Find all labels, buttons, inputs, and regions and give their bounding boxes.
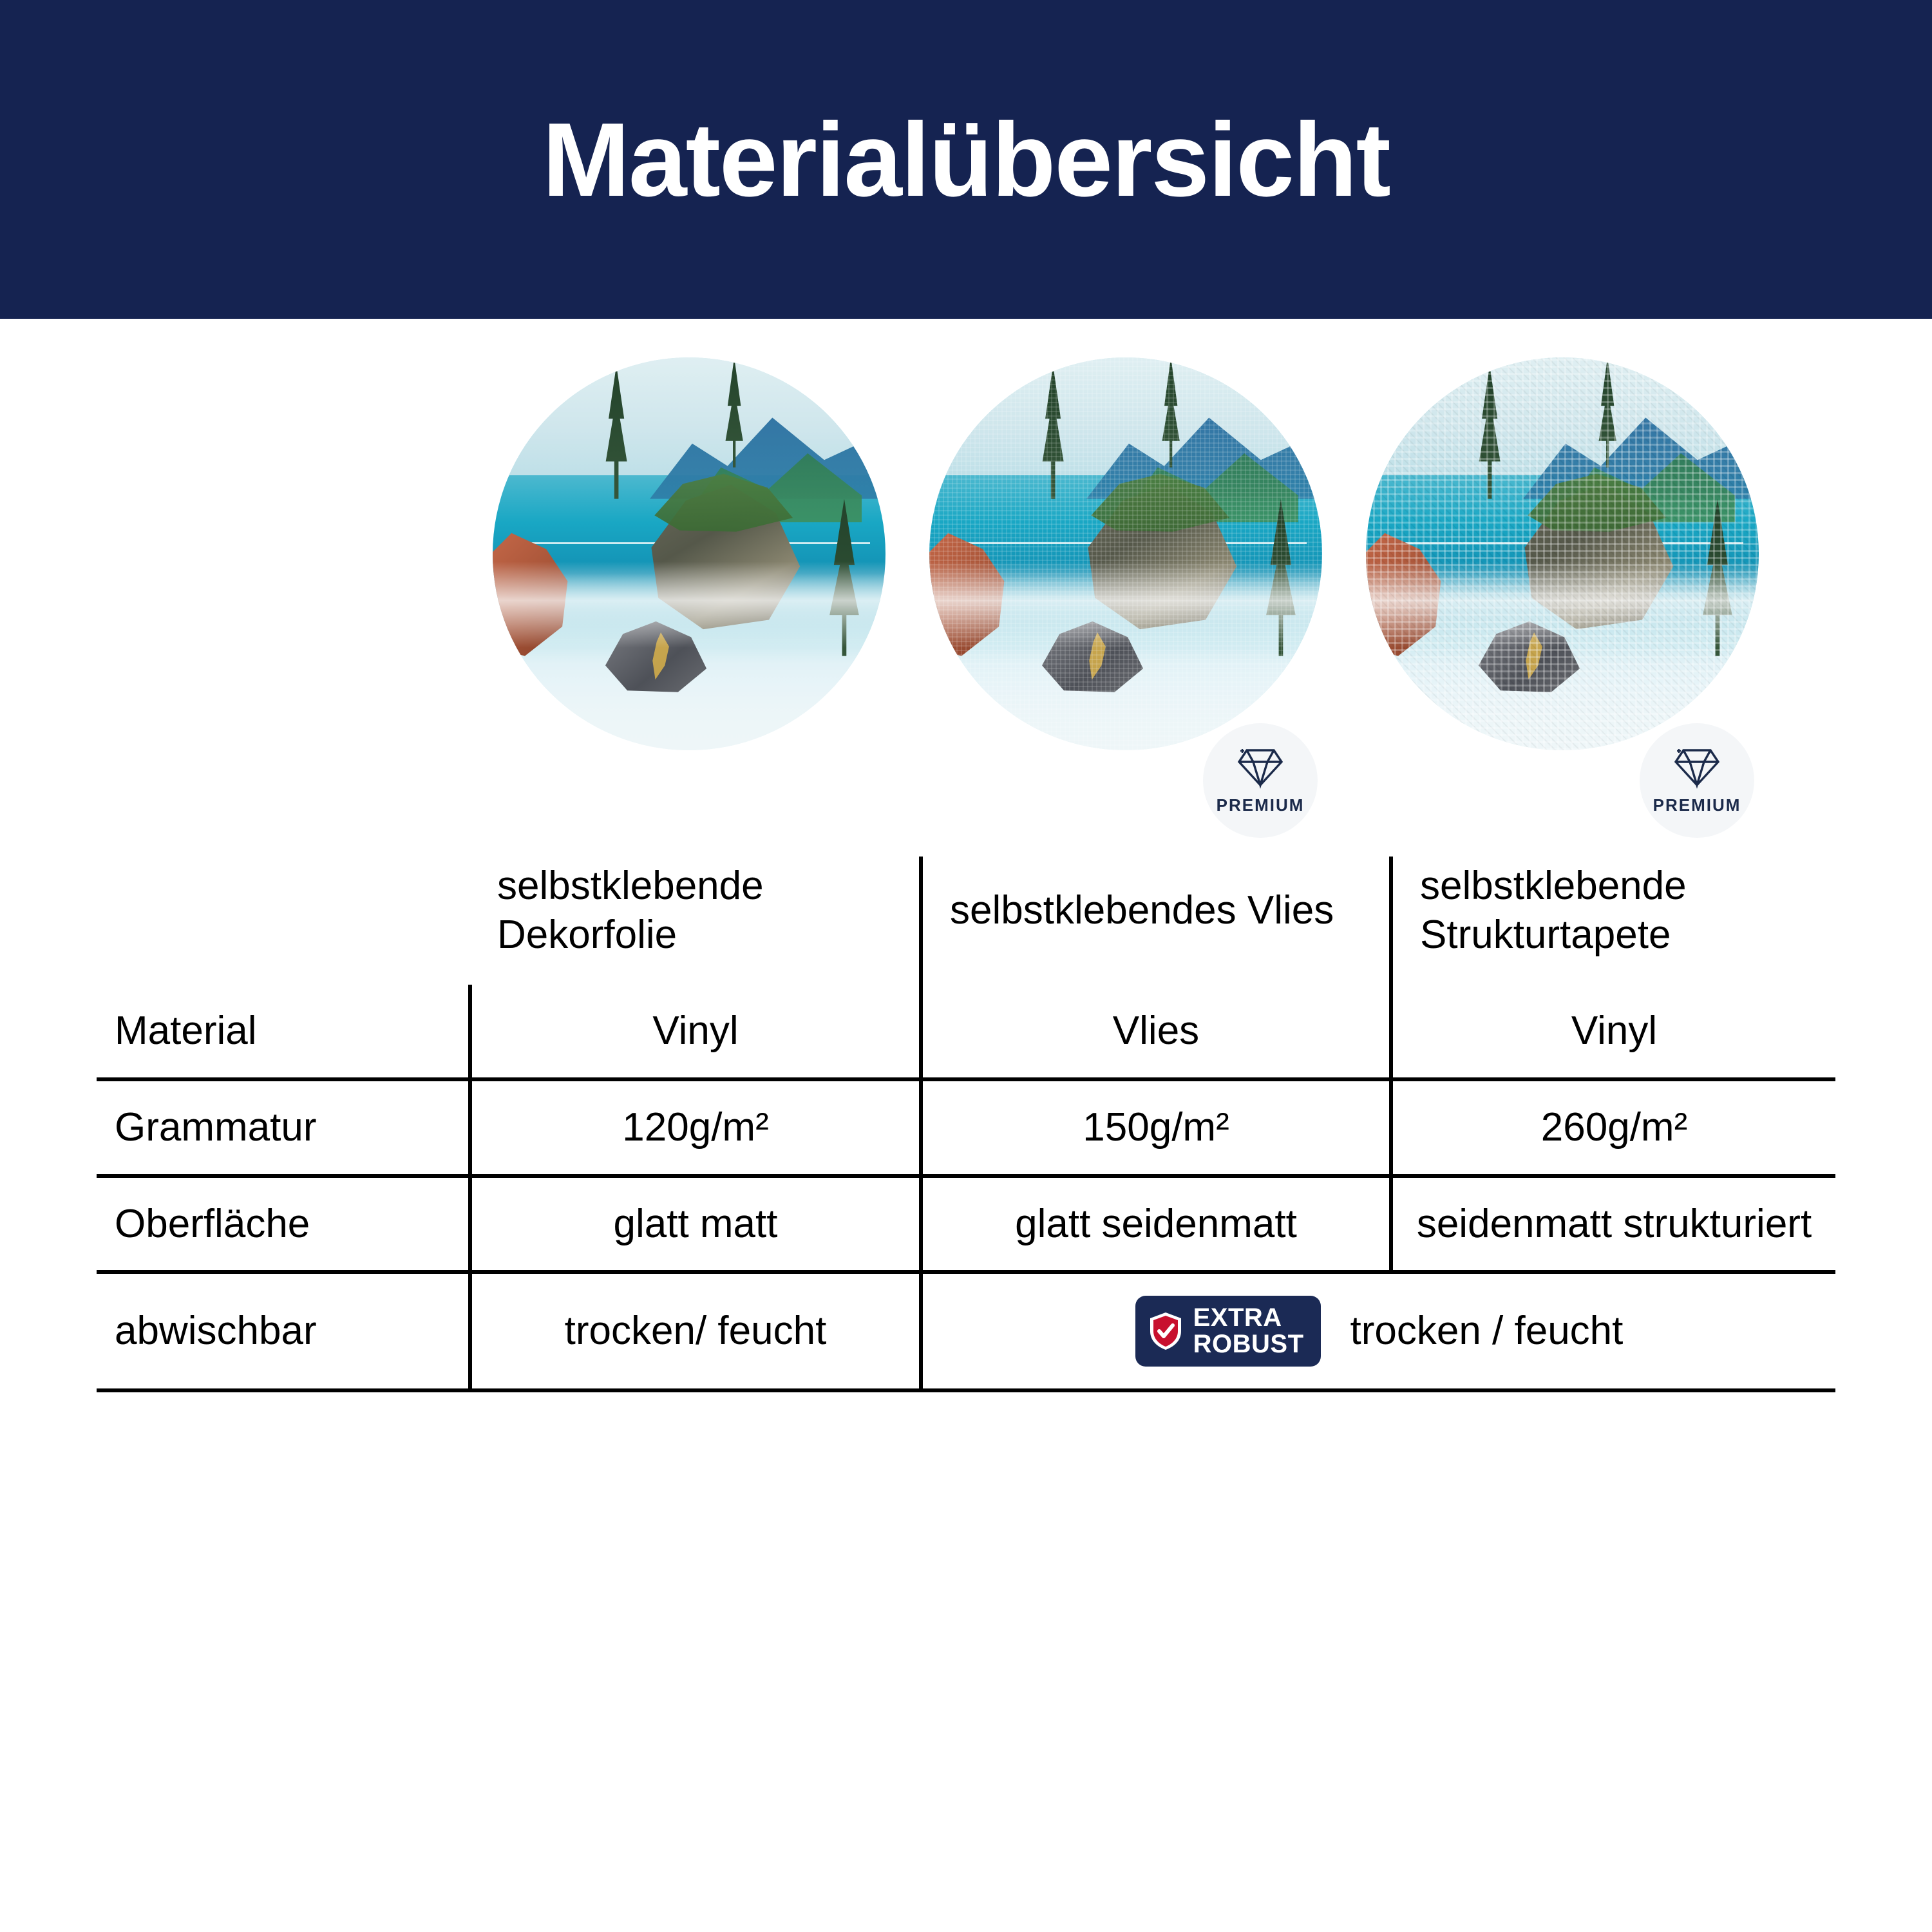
cell-oberflaeche-strukturtapete: seidenmatt strukturiert [1391, 1176, 1835, 1273]
extra-robust-badge [1135, 1296, 1321, 1367]
robust-line-2: ROBUST [1193, 1329, 1304, 1358]
table-row [97, 1176, 1835, 1273]
header-cell-vlies [921, 857, 1391, 985]
premium-badge [1640, 723, 1754, 838]
sample-swatch-dekorfolie [493, 357, 886, 750]
table-row [97, 985, 1835, 1079]
shield-check-icon [1148, 1311, 1183, 1351]
cell-material-dekorfolie: Vinyl [470, 985, 921, 1079]
cell-material-vlies: Vlies [921, 985, 1391, 1079]
cell-grammatur-dekorfolie: 120g/m² [470, 1079, 921, 1176]
mist-overlay [493, 562, 886, 648]
page-header [0, 0, 1932, 319]
premium-label: PREMIUM [1653, 795, 1741, 815]
cell-grammatur-vlies: 150g/m² [921, 1079, 1391, 1176]
header-cell-empty [97, 857, 470, 985]
header-cell-dekorfolie [470, 857, 921, 985]
page-title: Materialübersicht [542, 100, 1390, 218]
cell-grammatur-strukturtapete: 260g/m² [1391, 1079, 1835, 1176]
row-label-oberflaeche: Oberfläche [97, 1176, 470, 1273]
robust-line-1: EXTRA [1193, 1303, 1282, 1332]
cell-abwischbar-merged [921, 1272, 1835, 1390]
cell-abwischbar-dekorfolie: trocken/ feucht [470, 1272, 921, 1390]
sample-swatches [0, 351, 1932, 815]
header-cell-strukturtapete [1391, 857, 1835, 985]
weave-texture-overlay [929, 357, 1322, 750]
row-label-abwischbar: abwischbar [97, 1272, 470, 1390]
landscape-artwork [493, 357, 886, 750]
header-text: selbstklebende Dekorfolie [497, 864, 764, 957]
sample-swatch-vlies [929, 357, 1322, 750]
cell-abwischbar-value: trocken / feucht [1350, 1309, 1624, 1354]
structure-texture-overlay [1366, 357, 1759, 750]
extra-robust-text [1193, 1305, 1304, 1358]
diamond-icon [1236, 746, 1284, 789]
table-header-row [97, 857, 1835, 985]
header-text: selbstklebendes Vlies [950, 887, 1334, 933]
sample-swatch-strukturtapete [1366, 357, 1759, 750]
row-label-material: Material [97, 985, 470, 1079]
table-row [97, 1079, 1835, 1176]
row-label-grammatur: Grammatur [97, 1079, 470, 1176]
material-comparison-table [97, 857, 1835, 1392]
premium-label: PREMIUM [1216, 795, 1305, 815]
table-row [97, 1272, 1835, 1390]
premium-badge [1203, 723, 1318, 838]
cell-material-strukturtapete: Vinyl [1391, 985, 1835, 1079]
diamond-icon [1673, 746, 1721, 789]
cell-oberflaeche-vlies: glatt seidenmatt [921, 1176, 1391, 1273]
cell-oberflaeche-dekorfolie: glatt matt [470, 1176, 921, 1273]
header-text: selbstklebende Strukturtapete [1420, 864, 1687, 957]
